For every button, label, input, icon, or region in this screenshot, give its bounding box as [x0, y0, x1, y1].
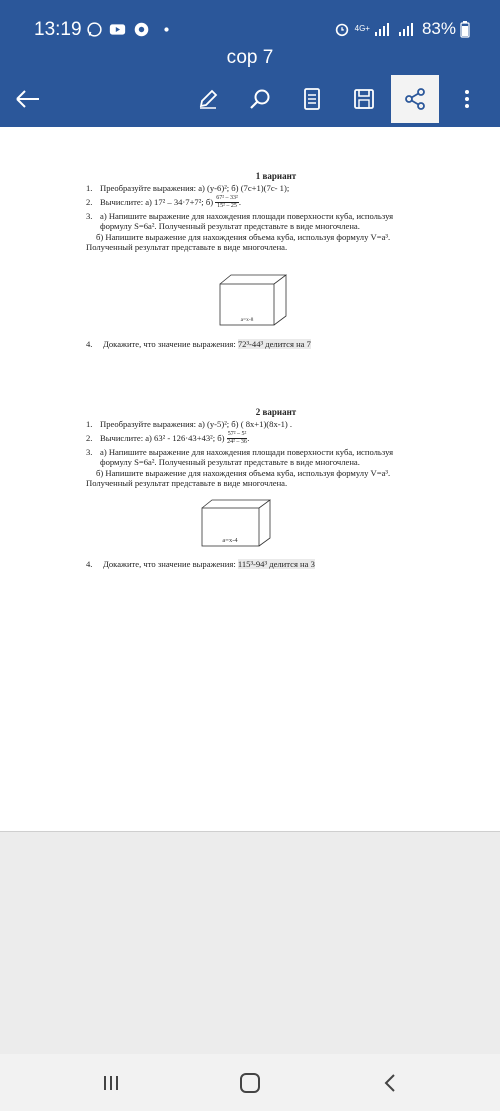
- battery-percent: 83%: [421, 19, 456, 38]
- network-type: 4G+: [354, 24, 370, 33]
- chrome-icon: [133, 21, 150, 38]
- share-icon: [403, 87, 427, 111]
- app-bar: [0, 0, 500, 127]
- status-right: [333, 19, 470, 39]
- notification-dot-icon: [158, 21, 175, 38]
- variant-2-heading: 2 вариант: [255, 407, 297, 417]
- variant-2: [86, 407, 466, 488]
- v2-q3b-line1: б) Напишите выражение для нахождения объема куба, используя формулу V=a³.: [96, 467, 391, 478]
- v1-q2-denominator: 15² – 25: [217, 203, 237, 210]
- back-button[interactable]: [4, 75, 52, 123]
- v2-q1-text: Преобразуйте выражения: а) (y-5)²; б) ( 8x+1)(8x-1) .: [100, 419, 293, 430]
- v2-q1: 1. Преобразуйте выражения: а) (y-5)²; б) ( 8x+1)(8x-1) .: [86, 419, 293, 430]
- v1-q2-text: Вычислите: а) 17² – 34·7+7²; б): [100, 196, 214, 207]
- status-time: 13:19: [34, 19, 82, 40]
- v2-q4-highlight: 115³-94³ делится на 3: [237, 559, 315, 569]
- home-button[interactable]: [235, 1068, 265, 1098]
- v2-q2-fraction: [227, 431, 248, 446]
- v1-q3b-line2: Полученный результат представьте в виде многочлена.: [86, 242, 288, 253]
- cube-figure-2: [201, 499, 271, 547]
- v2-q3a-line1: а) Напишите выражение для нахождения площади поверхности куба, используя: [100, 446, 394, 457]
- v1-q3b-line1: б) Напишите выражение для нахождения объема куба, используя формулу V=a³.: [96, 231, 391, 242]
- home-icon: [238, 1072, 262, 1094]
- variant-1-heading: 1 вариант: [255, 171, 297, 181]
- cube-figure-1: [219, 274, 287, 326]
- nav-back-button[interactable]: [375, 1068, 405, 1098]
- v1-q3a-line1: а) Напишите выражение для нахождения площади поверхности куба, используя: [100, 210, 394, 221]
- v1-q2-fraction: [215, 195, 239, 210]
- signal-icon-2: [398, 21, 418, 37]
- v1-q2: 2. Вычислите: а) 17² – 34·7+7²; б) $\frac{\text{67² – 33²}}{\text{15² – 25}}$ .: [86, 195, 241, 210]
- v1-q4-highlight: 72³-44³ делится на 7: [237, 339, 311, 349]
- alarm-icon: [333, 20, 351, 38]
- v1-q2-numerator: 67² – 33²: [216, 195, 238, 202]
- v2-q2: 2. Вычислите: а) 63² - 126·43+43²; б) $\frac{\text{57² – 5²}}{\text{24² – 36}}$ .: [86, 431, 250, 446]
- v1-q3a: 3. а) Напишите выражение для нахождения площади поверхности куба, используя: [86, 210, 394, 221]
- more-vert-icon: [464, 88, 470, 110]
- edit-button[interactable]: [184, 75, 232, 123]
- save-button[interactable]: [340, 75, 388, 123]
- cube-2-label: a=x-4: [222, 537, 238, 544]
- v2-q4: 4. Докажите, что значение выражения: 115³-94³ делится на 3: [86, 559, 315, 569]
- pen-icon: [197, 88, 219, 110]
- v2-q2-text: Вычислите: а) 63² - 126·43+43²; б): [100, 432, 225, 443]
- v1-q4: 4. Докажите, что значение выражения: 72³-44³ делится на 7: [86, 339, 311, 349]
- back-icon: [382, 1073, 398, 1093]
- more-options-button[interactable]: [443, 75, 491, 123]
- v2-q4-text: Докажите, что значение выражения:: [103, 559, 236, 569]
- reading-mode-icon: [302, 88, 322, 110]
- variant-1: [86, 171, 466, 252]
- recents-button[interactable]: [96, 1068, 126, 1098]
- document-page[interactable]: [0, 127, 500, 832]
- reading-mode-button[interactable]: [288, 75, 336, 123]
- v2-q3b-line2: Полученный результат представьте в виде многочлена.: [86, 478, 288, 489]
- save-icon: [353, 88, 375, 110]
- signal-icon: [374, 21, 394, 37]
- search-icon: [249, 88, 271, 110]
- document-title: сор 7: [226, 47, 274, 68]
- battery-icon: [460, 21, 470, 38]
- whatsapp-icon: [86, 21, 103, 38]
- share-button[interactable]: [391, 75, 439, 123]
- v1-q4-text: Докажите, что значение выражения:: [103, 339, 236, 349]
- v1-q1-text: Преобразуйте выражения: а) (y-6)²; б) (7c+1)(7c- 1);: [100, 183, 290, 194]
- v2-q3a: 3. а) Напишите выражение для нахождения площади поверхности куба, используя: [86, 446, 394, 457]
- back-arrow-icon: [15, 89, 41, 109]
- system-nav-bar: [0, 1054, 500, 1111]
- v2-q2-numerator: 57² – 5²: [227, 431, 247, 438]
- v1-q1: 1. Преобразуйте выражения: а) (y-6)²; б) (7c+1)(7c- 1);: [86, 183, 290, 194]
- status-bar: [0, 0, 500, 44]
- v1-q3a-line2: формулу S=6a². Полученный результат представьте в виде многочлена.: [100, 221, 360, 232]
- cube-1-label: a=x-8: [240, 317, 254, 323]
- search-button[interactable]: [236, 75, 284, 123]
- youtube-icon: [109, 21, 126, 38]
- v2-q3a-line2: формулу S=6a². Полученный результат представьте в виде многочлена.: [100, 457, 360, 468]
- recents-icon: [101, 1074, 121, 1092]
- v2-q2-denominator: 24² – 36: [227, 439, 247, 446]
